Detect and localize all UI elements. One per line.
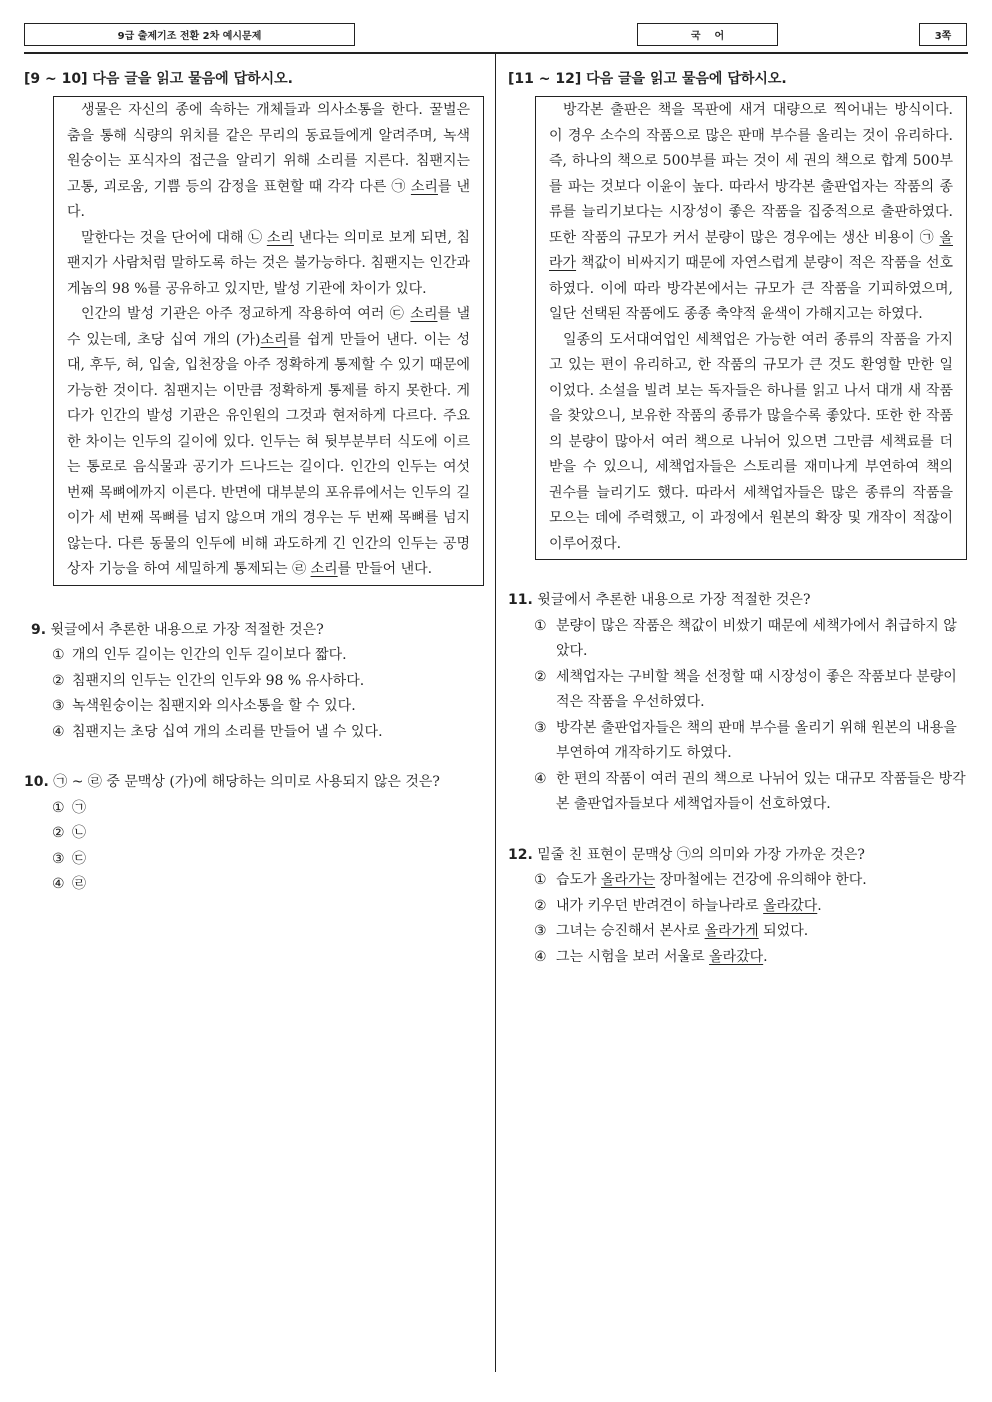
header-rule <box>24 52 968 54</box>
option-text: 그는 시험을 보러 서울로 <box>556 948 710 965</box>
exam-title-box <box>24 23 355 46</box>
option[interactable] <box>24 847 484 873</box>
passage-9-10 <box>53 96 484 586</box>
option-text: 되었다. <box>758 923 809 939</box>
option-text: 방각본 출판업자들은 책의 판매 부수를 올리기 위해 원본의 내용을 부연하여 개작하기도 하였다. <box>556 719 957 761</box>
option[interactable] <box>508 868 970 894</box>
text: 를 낼 수 있는데, 초당 십여 개의 <box>67 306 471 348</box>
underlined-word: 올라갔다 <box>709 948 764 965</box>
text: 방각본 출판은 책을 목판에 새겨 대량으로 찍어내는 방식이다. 이 경우 소수의 작품으로 많은 판매 부수를 올리는 것이 유리하다. 즉, 하나의 책으로 500부를 파는 것이 세 권의 책으로 합계 500부를 파는 것보다 이윤이 높다. 따라서 방각본 출판업자는 작품의 종류를 늘리기보다는 시장성이 좋은 작품을 집중적으로 출판하였다. 또한 작품의 규모가 커서 분량이 많은 경우에는 생산 비용이 <box>549 102 953 246</box>
option-mark: ① <box>52 799 65 816</box>
option[interactable] <box>24 694 484 720</box>
option-text: ㉡ <box>72 825 86 841</box>
option-text: 내가 키우던 반려견이 하늘나라로 <box>556 897 764 914</box>
option[interactable] <box>24 872 484 898</box>
underlined-word: 소리 <box>266 229 294 246</box>
option-mark: ④ <box>534 770 547 787</box>
question-stem <box>508 588 970 614</box>
text: 를 쉽게 만들어 낸다. 이는 성대, 후두, 혀, 입술, 입천장을 아주 정확하게 통제할 수 있기 때문에 가능한 것이다. 침팬지는 이만큼 정확하게 통제를 하지 못한다. 게다가 인간의 발성 기관은 유인원의 그것과 현저하게 다르다. 주요한 차이는 인두의 길이에 있다. 인두는 혀 뒷부분부터 식도에 이르는 통로로 음식물과 공기가 드나드는 길이다. 인간의 인두는 여섯 번째 목뼈에까지 이른다. 반면에 대부분의 포유류에서는 인두의 길이가 세 번째 목뼈를 넘지 않으며 개의 경우는 두 번째 목뼈를 넘지 않는다. 다른 동물의 인두에 비해 과도하게 긴 인간의 인두는 공명 상자 기능을 하여 세밀하게 통제되는 <box>67 331 470 577</box>
exam-title: 9급 출제기조 전환 2차 예시문제 <box>117 31 262 42</box>
section-title-11-12: [11 ~ 12] 다음 글을 읽고 물음에 답하시오. <box>508 71 787 87</box>
option-text: ㉠ <box>72 799 86 816</box>
text: 생물은 자신의 종에 속하는 개체들과 의사소통을 한다. 꿀벌은 춤을 통해 식량의 위치를 같은 무리의 동료들에게 알려주며, 녹색원숭이는 포식자의 접근을 알리기 위해 소리를 지른다. 침팬지는 고통, 괴로움, 기쁨 등의 감정을 표현할 때 각각 다른 <box>67 102 470 195</box>
marker: ㉣ <box>292 561 307 577</box>
option-mark: ② <box>534 668 547 685</box>
text: 를 낸다. <box>67 178 470 220</box>
option-mark: ④ <box>534 948 547 965</box>
option-text: . <box>763 948 768 965</box>
text: 말한다는 것을 단어에 대해 <box>81 229 249 246</box>
text: 책값이 비싸지기 때문에 자연스럽게 분량이 적은 작품을 선호하였다. 이에 따라 방각본에서는 규모가 큰 작품을 기피하였으며, 일단 선택된 작품에도 종종 축약적 윤색이 가해지고는 하였다. <box>549 255 953 322</box>
option-mark: ③ <box>534 923 547 939</box>
question-stem <box>508 843 970 869</box>
page-number-box <box>919 23 967 46</box>
option-mark: ① <box>534 617 547 634</box>
option[interactable] <box>24 796 484 822</box>
marker: (가) <box>235 331 261 348</box>
underlined-word: 올라가는 <box>601 872 656 888</box>
passage-paragraph <box>67 302 470 583</box>
option-text: 한 편의 작품이 여러 권의 책으로 나뉘어 있는 대규모 작품들은 방각본 출판업자들보다 세책업자들이 선호하였다. <box>556 770 966 812</box>
option[interactable] <box>24 669 484 695</box>
option[interactable] <box>24 720 484 746</box>
option[interactable] <box>508 945 970 971</box>
option-mark: ④ <box>52 876 65 892</box>
passage-paragraph <box>67 226 470 303</box>
underlined-word: 소리 <box>260 331 288 348</box>
question-text: 밑줄 친 표현이 문맥상 ㉠의 의미와 가장 가까운 것은? <box>537 846 865 863</box>
underlined-word: 올라가게 <box>704 923 759 939</box>
question-9 <box>24 618 484 746</box>
option[interactable] <box>508 614 970 665</box>
option-mark: ② <box>52 672 65 689</box>
question-text: 윗글에서 추론한 내용으로 가장 적절한 것은? <box>50 621 324 638</box>
option[interactable] <box>508 665 970 716</box>
text: 인간의 발성 기관은 아주 정교하게 작용하여 여러 <box>81 306 390 322</box>
subject-label: 국 어 <box>690 31 725 42</box>
question-stem <box>24 618 484 644</box>
option[interactable] <box>508 894 970 920</box>
marker: ㉠ <box>919 229 935 246</box>
underlined-word: 올라가 <box>549 229 953 271</box>
passage-11-12 <box>535 96 967 560</box>
option-text: 분량이 많은 작품은 책값이 비쌌기 때문에 세책가에서 취급하지 않았다. <box>556 617 957 659</box>
left-column <box>24 68 484 898</box>
option-mark: ③ <box>534 719 547 736</box>
subject-box <box>637 23 778 46</box>
question-10 <box>24 770 484 898</box>
option-mark: ① <box>534 872 547 888</box>
underlined-word: 올라갔다 <box>763 897 818 914</box>
right-column <box>508 68 970 970</box>
option[interactable] <box>508 767 970 818</box>
question-number: 10. <box>24 774 49 790</box>
option-text: 녹색원숭이는 침팬지와 의사소통을 할 수 있다. <box>72 698 356 714</box>
option-text: 그녀는 승진해서 본사로 <box>556 923 705 939</box>
option-text: 침팬지는 초당 십여 개의 소리를 만들어 낼 수 있다. <box>72 723 383 740</box>
option[interactable] <box>508 716 970 767</box>
question-12 <box>508 843 970 971</box>
option-mark: ④ <box>52 723 65 740</box>
option-mark: ③ <box>52 698 65 714</box>
text: 를 만들어 낸다. <box>337 561 433 577</box>
option-mark: ① <box>52 647 65 663</box>
text: 낸다는 의미로 보게 되면, 침팬지가 사람처럼 말하도록 하는 것은 불가능하다. 침팬지는 인간과 게놈의 98 %를 공유하고 있지만, 발성 기관에 차이가 있다. <box>67 229 471 297</box>
question-number: 9. <box>31 621 47 638</box>
option-text: 침팬지의 인두는 인간의 인두와 98 % 유사하다. <box>72 672 365 689</box>
marker: ㉢ <box>389 306 405 322</box>
option-mark: ② <box>534 897 547 914</box>
marker: ㉠ <box>391 178 406 195</box>
question-number: 11. <box>508 592 533 608</box>
option-text: 개의 인두 길이는 인간의 인두 길이보다 짧다. <box>72 647 347 663</box>
question-number: 12. <box>508 846 533 863</box>
question-text: 윗글에서 추론한 내용으로 가장 적절한 것은? <box>537 592 811 608</box>
option-text: 장마철에는 건강에 유의해야 한다. <box>655 872 867 888</box>
underlined-word: 소리 <box>310 561 338 577</box>
option[interactable] <box>24 643 484 669</box>
underlined-word: 소리 <box>410 306 438 322</box>
option-text: 세책업자는 구비할 책을 선정할 때 시장성이 좋은 작품보다 분량이 적은 작품을 우선하였다. <box>556 668 957 710</box>
question-stem <box>24 770 484 796</box>
marker: ㉡ <box>248 229 263 246</box>
passage-paragraph <box>67 98 470 226</box>
option-text: . <box>817 897 822 914</box>
option-mark: ③ <box>52 850 65 867</box>
option-mark: ② <box>52 825 65 841</box>
passage-paragraph <box>549 98 953 328</box>
question-text: ㉠ ~ ㉣ 중 문맥상 (가)에 해당하는 의미로 사용되지 않은 것은? <box>53 774 440 790</box>
option[interactable] <box>24 821 484 847</box>
underlined-word: 소리 <box>410 178 438 195</box>
section-title-9-10: [9 ~ 10] 다음 글을 읽고 물음에 답하시오. <box>24 71 293 87</box>
option-text: ㉢ <box>72 850 86 867</box>
option-text: ㉣ <box>72 876 86 892</box>
passage-paragraph: 일종의 도서대여업인 세책업은 가능한 여러 종류의 작품을 가지고 있는 편이 유리하고, 한 작품의 규모가 큰 것도 환영할 만한 일이었다. 소설을 빌려 보는 독자들은 하나를 읽고 나서 대개 새 작품을 찾았으니, 보유한 작품의 종류가 많을수록 좋았다. 또한 한 작품의 분량이 많아서 여러 책으로 나뉘어 있으면 그만큼 세책료를 더 받을 수 있으니, 세책업자들은 스토리를 재미나게 부연하여 책의 권수를 늘리기도 했다. 따라서 세책업자들은 많은 종류의 작품을 모으는 데에 주력했고, 이 과정에서 원본의 확장 및 개작이 적잖이 이루어졌다. <box>549 331 953 552</box>
column-divider <box>495 54 496 1372</box>
option[interactable] <box>508 919 970 945</box>
option-text: 습도가 <box>556 872 602 888</box>
question-11 <box>508 588 970 818</box>
page-number: 3쪽 <box>934 31 952 42</box>
